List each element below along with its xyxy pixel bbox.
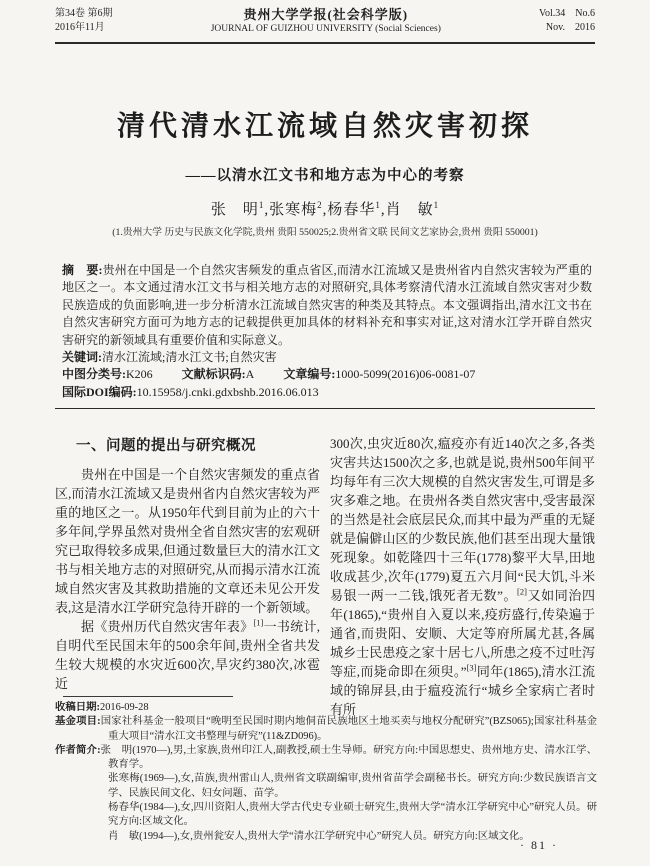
body-column-left: [55, 434, 320, 693]
keywords: [62, 349, 592, 366]
citation-ref-1: [1]: [253, 617, 264, 628]
issue-date-cn: 2016年11月: [55, 22, 105, 33]
author-bio-line: 杨春华(1984—),女,四川资阳人,贵州大学古代史专业硕士研究生,贵州大学“清水江学研究中心”研究人员。研究方向:区域文化。: [108, 802, 597, 828]
abstract: [62, 262, 592, 349]
body-column-right: [330, 434, 595, 719]
article-title: 清代清水江流域自然灾害初探: [116, 111, 533, 142]
footnote-divider: [63, 696, 233, 697]
author-affil-mark: 2: [317, 200, 323, 210]
section-heading: 一、问题的提出与研究概况: [76, 438, 256, 454]
author-bio-line: 作者简介:张 明(1970—),男,土家族,贵州印江人,副教授,硕士生导师。研究方向:中国思想史、贵州地方史、清水江学、教育学。: [55, 744, 597, 771]
author-name: 肖 敏$^1$: [385, 200, 440, 218]
doi-value: 10.15958/j.cnki.gdxbshb.2016.06.013: [136, 384, 319, 399]
received-date-line: 收稿日期:2016-09-28: [55, 702, 149, 713]
author-line: [0, 198, 650, 219]
citation-ref-3: [3]: [466, 662, 477, 673]
article-subtitle: ——以清水江文书和地方志为中心的考察: [185, 168, 465, 184]
header-issue-info: [55, 7, 113, 35]
author-name: 张寒梅$^2$,: [269, 200, 328, 218]
journal-header: [55, 7, 595, 36]
body-paragraph: 贵州在中国是一个自然灾害频发的重点省区,而清水江流域又是贵州省内自然灾害较为严重的地区之一。从1950年代到目前为止的六十多年间,学界虽然对贵州全省自然灾害的宏观研究已取得较多成果,但通过数量巨大的清水江文书与相关地方志的对照研究,从而揭示清水江流域自然灾害及其救助措施的文章还未见公开发表,这是清水江学研究急待开辟的一个新领域。: [55, 467, 320, 615]
author-bio-line: 张寒梅(1969—),女,苗族,贵州雷山人,贵州省文联副编审,贵州省苗学会副秘书长。研究方向:少数民族语言文学、民族民间文化、妇女问题、苗学。: [108, 773, 597, 799]
clc-number: 中图分类号:K206: [62, 367, 153, 382]
abstract-text: 贵州在中国是一个自然灾害频发的重点省区,而清水江流域又是贵州省内自然灾害较为严重的地区之一。本文通过清水江文书与相关地方志的对照研究,具体考察清代清水江流域自然灾害对少数民族造成的负面影响,进一步分析清水江流域自然灾害的种类及其特点。本文强调指出,清水江文书在自然灾害研究方面可为地方志的记载提供更加具体的材料补充和事实对证,这对清水江学开辟自然灾害研究的新领域具有重要价值和实际意义。: [62, 263, 592, 347]
page-number: · 81 ·: [520, 838, 558, 852]
author-name: 杨春华$^1$,: [327, 200, 386, 218]
keywords-label: 关键词:: [62, 350, 102, 365]
header-volume-info: [539, 7, 595, 35]
header-journal-name: [211, 7, 441, 36]
volume-number-en: Vol.34 No.6: [539, 8, 595, 19]
article-meta-block: [62, 262, 592, 401]
doi-label: 国际DOI编码:: [62, 384, 137, 399]
issue-date-en: Nov. 2016: [545, 22, 595, 33]
fund-project-line: 基金项目:国家社科基金一般项目“晚明至民国时期内地侗苗民族地区土地买卖与地权分配研究”(BZS065);国家社科基金重大项目“清水江文书整理与研究”(11&ZD096)。: [55, 716, 598, 742]
citation-ref-2: [2]: [517, 586, 527, 597]
meta-body-divider: [55, 408, 595, 409]
issue-volume-cn: 第34卷 第6期: [55, 8, 113, 19]
document-code: 文献标识码:A: [181, 367, 255, 382]
journal-name-cn: 贵州大学学报(社会科学版): [243, 7, 409, 22]
author-affil-mark: 1: [433, 200, 440, 210]
journal-name-en: JOURNAL OF GUIZHOU UNIVERSITY (Social Sciences): [210, 24, 441, 34]
header-divider: [55, 42, 595, 44]
doi-line: [62, 384, 592, 401]
author-name: 张 明$^1$,: [210, 200, 270, 218]
article-number: 文章编号:1000-5099(2016)06-0081-07: [283, 367, 476, 382]
author-affil-mark: 1: [258, 200, 265, 210]
keywords-text: 清水江流域;清水江文书;自然灾害: [102, 350, 277, 365]
author-affil-mark: 1: [375, 200, 381, 210]
footnote-block: [55, 701, 597, 844]
author-bio-line: 肖 敏(1994—),女,贵州瓮安人,贵州大学“清水江学研究中心”研究人员。研究方向:区域文化。: [108, 830, 530, 842]
body-paragraph: 300次,虫灾近80次,瘟疫亦有近140次之多,各类灾害共达1500次之多,也就是说,贵州500年间平均每年有三次大规模的自然灾害发生,可谓是多灾多难之地。在贵州各类自然灾害中,受害最深的当然是社会底层民众,而其中最为严重的无疑就是偏僻山区的少数民族,他们甚至出现大量饿死现象。如乾隆四十三年(1778)黎平大旱,田地收成甚少,次年(1779)夏五六月间“民大饥,斗米易银一两一二钱,饿死者无数”。[2]又如同治四年(1865),“贵州自入夏以来,疫疠盛行,传染遍于通省,而贵阳、安顺、大定等府所属尤甚,各属城乡士民患疫之家十居七八,所患之疫不过吐泻等症,而毙命即在须臾。”[3]同年(1865),清水江流域的锦屏县,由于瘟疫流行“城乡全家病亡者时有所: [330, 436, 595, 717]
affiliation-line: (1.贵州大学 历史与民族文化学院,贵州 贵阳 550025;2.贵州省文联 民间文艺家协会,贵州 贵阳 550001): [112, 227, 538, 238]
abstract-label: 摘 要:: [62, 263, 103, 277]
body-paragraph: 据《贵州历代自然灾害年表》[1]一书统计,自明代至民国末年的500余年间,贵州全省共发生较大规模的水灾近600次,旱灾约380次,冰雹近: [55, 617, 320, 691]
classification-line: [62, 366, 592, 383]
